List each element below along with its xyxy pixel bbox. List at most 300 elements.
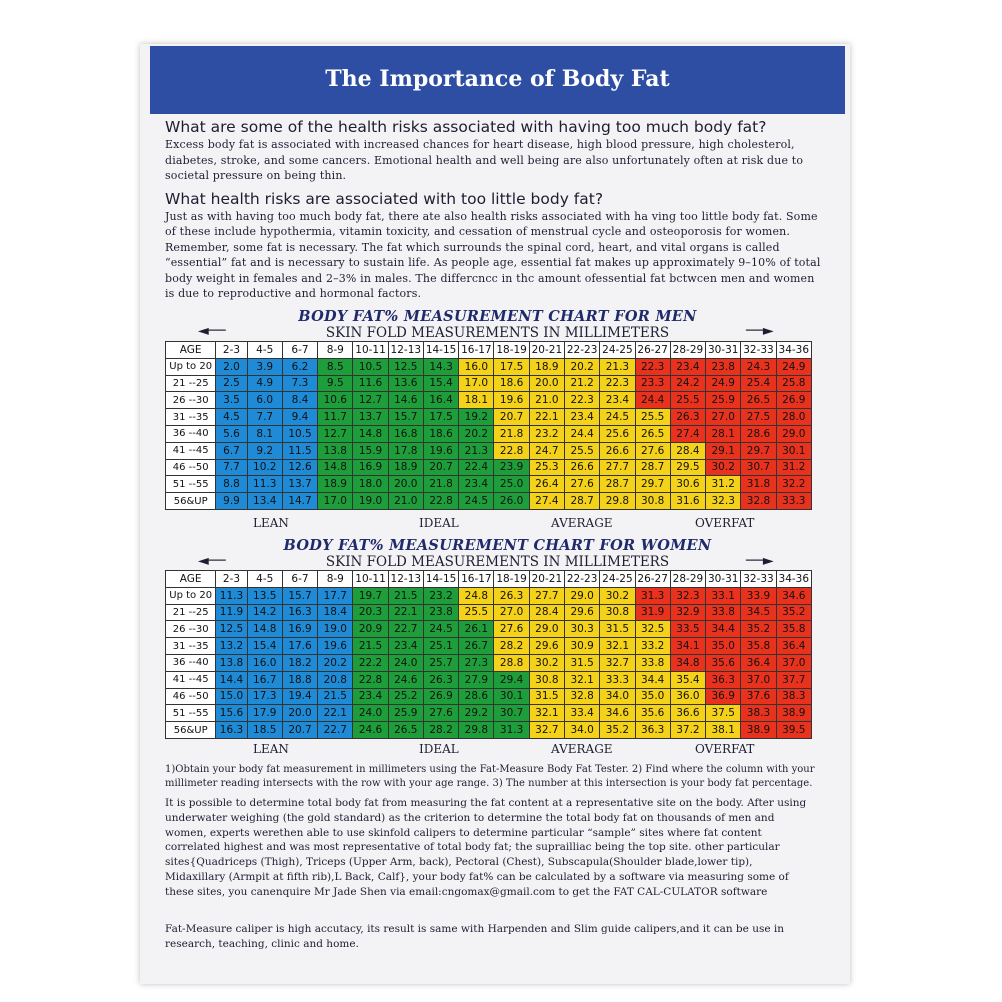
fat-percent-cell: 22.8	[353, 671, 388, 688]
fat-percent-cell: 27.3	[459, 654, 494, 671]
fat-percent-cell: 17.7	[318, 587, 353, 604]
mm-range-header: 24-25	[600, 571, 635, 588]
fat-percent-cell: 21.8	[423, 476, 458, 493]
mm-range-header: 10-11	[353, 342, 388, 359]
fat-percent-cell: 9.5	[318, 375, 353, 392]
fat-percent-cell: 23.8	[706, 358, 741, 375]
fat-percent-cell: 18.2	[282, 654, 317, 671]
fat-percent-cell: 34.6	[776, 587, 811, 604]
fat-percent-cell: 24.6	[353, 722, 388, 739]
fat-percent-cell: 22.8	[494, 442, 529, 459]
fat-percent-cell: 28.7	[565, 493, 600, 510]
fat-percent-cell: 20.0	[529, 375, 564, 392]
fat-percent-cell: 28.6	[459, 688, 494, 705]
age-range-cell: 56&UP	[166, 493, 216, 510]
age-range-cell: 21 --25	[166, 604, 216, 621]
fat-percent-cell: 11.3	[216, 587, 247, 604]
fat-percent-cell: 27.0	[706, 409, 741, 426]
fat-percent-cell: 37.6	[741, 688, 776, 705]
fat-percent-cell: 22.7	[318, 722, 353, 739]
fat-percent-cell: 18.9	[388, 459, 423, 476]
mm-range-header: 34-36	[776, 342, 811, 359]
fat-percent-cell: 6.0	[247, 392, 282, 409]
fat-percent-cell: 9.2	[247, 442, 282, 459]
fat-percent-cell: 26.7	[459, 638, 494, 655]
table-row	[166, 604, 812, 621]
mm-range-header: 18-19	[494, 342, 529, 359]
fat-percent-cell: 34.4	[706, 621, 741, 638]
fat-percent-cell: 18.9	[529, 358, 564, 375]
fat-percent-cell: 30.8	[600, 604, 635, 621]
fat-percent-cell: 21.5	[318, 688, 353, 705]
fat-percent-cell: 28.1	[706, 425, 741, 442]
table-row	[166, 722, 812, 739]
fat-percent-cell: 21.8	[494, 425, 529, 442]
fat-percent-cell: 16.7	[247, 671, 282, 688]
fat-percent-cell: 26.9	[776, 392, 811, 409]
fat-percent-cell: 32.7	[600, 654, 635, 671]
fat-percent-cell: 22.3	[635, 358, 670, 375]
fat-percent-cell: 27.0	[494, 604, 529, 621]
fat-percent-cell: 29.4	[494, 671, 529, 688]
fat-percent-cell: 38.3	[776, 688, 811, 705]
fat-percent-cell: 7.7	[216, 459, 247, 476]
fat-percent-cell: 25.6	[600, 425, 635, 442]
fat-percent-cell: 36.3	[635, 722, 670, 739]
fat-percent-cell: 30.2	[600, 587, 635, 604]
fat-percent-cell: 34.8	[670, 654, 705, 671]
fat-percent-cell: 21.0	[529, 392, 564, 409]
fat-percent-cell: 25.5	[459, 604, 494, 621]
right-arrow-icon: ──►	[746, 323, 774, 339]
fat-percent-cell: 17.0	[459, 375, 494, 392]
fat-percent-cell: 21.5	[388, 587, 423, 604]
fat-percent-cell: 31.9	[635, 604, 670, 621]
fat-percent-cell: 2.5	[216, 375, 247, 392]
fat-percent-cell: 13.2	[216, 638, 247, 655]
fat-percent-cell: 28.7	[635, 459, 670, 476]
fat-percent-cell: 36.6	[670, 705, 705, 722]
age-range-cell: Up to 20	[166, 358, 216, 375]
right-arrow-icon: ──►	[746, 553, 774, 569]
age-range-cell: 41 --45	[166, 671, 216, 688]
legend-ideal: IDEAL	[419, 516, 459, 530]
table-row	[166, 392, 812, 409]
table-row	[166, 688, 812, 705]
fat-percent-cell: 28.4	[529, 604, 564, 621]
fat-percent-cell: 26.5	[741, 392, 776, 409]
fat-percent-cell: 22.3	[600, 375, 635, 392]
fat-percent-cell: 31.5	[529, 688, 564, 705]
fat-percent-cell: 26.6	[600, 442, 635, 459]
fat-percent-cell: 20.0	[388, 476, 423, 493]
fat-percent-cell: 22.1	[318, 705, 353, 722]
fat-percent-cell: 15.6	[216, 705, 247, 722]
fat-percent-cell: 30.7	[741, 459, 776, 476]
fat-percent-cell: 17.9	[247, 705, 282, 722]
fat-percent-cell: 20.8	[318, 671, 353, 688]
section-heading-too-much: What are some of the health risks associated with having too much body fat?	[165, 118, 767, 136]
fat-percent-cell: 16.9	[282, 621, 317, 638]
fat-percent-cell: 26.5	[635, 425, 670, 442]
mm-range-header: 4-5	[247, 571, 282, 588]
fat-percent-cell: 35.8	[776, 621, 811, 638]
fat-percent-cell: 28.2	[494, 638, 529, 655]
fat-percent-cell: 10.6	[318, 392, 353, 409]
table-row	[166, 358, 812, 375]
footer-paragraph-2: Fat-Measure caliper is high accutacy, its result is same with Harpenden and Slim guide calipers,and it can be use in research, teaching, clinic and home.	[165, 923, 785, 950]
fat-percent-cell: 22.8	[423, 493, 458, 510]
fat-percent-cell: 32.1	[529, 705, 564, 722]
fat-percent-cell: 16.3	[216, 722, 247, 739]
fat-percent-cell: 30.1	[776, 442, 811, 459]
fat-percent-cell: 25.9	[388, 705, 423, 722]
fat-percent-cell: 36.0	[670, 688, 705, 705]
fat-percent-cell: 26.4	[529, 476, 564, 493]
fat-percent-cell: 35.2	[741, 621, 776, 638]
mm-range-header: 18-19	[494, 571, 529, 588]
fat-percent-cell: 35.6	[635, 705, 670, 722]
fat-percent-cell: 11.9	[216, 604, 247, 621]
mm-range-header: 10-11	[353, 571, 388, 588]
table-row	[166, 425, 812, 442]
fat-percent-cell: 19.6	[318, 638, 353, 655]
fat-percent-cell: 23.4	[353, 688, 388, 705]
mm-range-header: 26-27	[635, 342, 670, 359]
age-range-cell: 46 --50	[166, 688, 216, 705]
legend-lean: LEAN	[253, 742, 289, 756]
section-heading-too-little: What health risks are associated with too little body fat?	[165, 189, 604, 208]
fat-percent-cell: 14.6	[388, 392, 423, 409]
fat-percent-cell: 12.6	[282, 459, 317, 476]
fat-percent-cell: 24.7	[529, 442, 564, 459]
mm-range-header: 2-3	[216, 571, 247, 588]
table-row	[166, 587, 812, 604]
fat-percent-cell: 26.9	[423, 688, 458, 705]
fat-percent-cell: 39.5	[776, 722, 811, 739]
fat-percent-cell: 11.7	[318, 409, 353, 426]
fat-percent-cell: 30.1	[494, 688, 529, 705]
legend-lean: LEAN	[253, 516, 289, 530]
fat-percent-cell: 8.5	[318, 358, 353, 375]
age-range-cell: 46 --50	[166, 459, 216, 476]
fat-percent-cell: 32.3	[706, 493, 741, 510]
fat-percent-cell: 19.2	[459, 409, 494, 426]
table-row	[166, 621, 812, 638]
fat-percent-cell: 20.0	[282, 705, 317, 722]
fat-percent-cell: 27.7	[529, 587, 564, 604]
age-range-cell: 31 --35	[166, 409, 216, 426]
legend-overfat: OVERFAT	[695, 516, 755, 530]
mm-range-header: 34-36	[776, 571, 811, 588]
fat-percent-cell: 2.0	[216, 358, 247, 375]
fat-percent-cell: 22.2	[353, 654, 388, 671]
fat-percent-cell: 25.8	[776, 375, 811, 392]
mm-range-header: 20-21	[529, 571, 564, 588]
fat-percent-cell: 26.5	[388, 722, 423, 739]
fat-percent-cell: 6.2	[282, 358, 317, 375]
fat-percent-cell: 25.4	[741, 375, 776, 392]
instructions-text: 1)Obtain your body fat measurement in millimeters using the Fat-Measure Body Fat Tester. 2) Find where the column with your millimeter reading intersects with the row with your age range. 3) The number at this intersection is your body fat percentage.	[165, 764, 815, 789]
fat-percent-cell: 30.2	[706, 459, 741, 476]
fat-percent-cell: 24.0	[388, 654, 423, 671]
fat-percent-cell: 28.4	[670, 442, 705, 459]
fat-percent-cell: 33.2	[635, 638, 670, 655]
fat-percent-cell: 4.9	[247, 375, 282, 392]
mm-range-header: 16-17	[459, 342, 494, 359]
fat-percent-cell: 15.4	[247, 638, 282, 655]
mm-range-header: 14-15	[423, 571, 458, 588]
age-range-cell: Up to 20	[166, 587, 216, 604]
mm-range-header: 32-33	[741, 571, 776, 588]
table-header-row	[166, 571, 812, 588]
mm-range-header: 12-13	[388, 571, 423, 588]
men-legend	[165, 516, 812, 532]
table-row	[166, 409, 812, 426]
table-row	[166, 442, 812, 459]
fat-percent-cell: 3.9	[247, 358, 282, 375]
fat-percent-cell: 16.0	[459, 358, 494, 375]
fat-percent-cell: 21.0	[388, 493, 423, 510]
fat-percent-cell: 17.0	[318, 493, 353, 510]
fat-percent-cell: 7.3	[282, 375, 317, 392]
fat-percent-cell: 10.2	[247, 459, 282, 476]
fat-percent-cell: 38.9	[741, 722, 776, 739]
age-range-cell: 36 --40	[166, 425, 216, 442]
mm-range-header: 30-31	[706, 571, 741, 588]
fat-percent-cell: 25.2	[388, 688, 423, 705]
table-row	[166, 654, 812, 671]
fat-percent-cell: 10.5	[282, 425, 317, 442]
age-range-cell: 56&UP	[166, 722, 216, 739]
fat-percent-cell: 13.5	[247, 587, 282, 604]
fat-percent-cell: 19.6	[494, 392, 529, 409]
fat-percent-cell: 17.3	[247, 688, 282, 705]
mm-range-header: 28-29	[670, 342, 705, 359]
fat-percent-cell: 32.5	[635, 621, 670, 638]
fat-percent-cell: 33.8	[706, 604, 741, 621]
fat-percent-cell: 12.5	[216, 621, 247, 638]
fat-percent-cell: 14.8	[353, 425, 388, 442]
fat-percent-cell: 35.6	[706, 654, 741, 671]
left-arrow-icon: ◄──	[198, 553, 226, 569]
fat-percent-cell: 27.4	[529, 493, 564, 510]
fat-percent-cell: 28.6	[741, 425, 776, 442]
fat-percent-cell: 31.8	[741, 476, 776, 493]
table-row	[166, 476, 812, 493]
age-range-cell: 31 --35	[166, 638, 216, 655]
fat-percent-cell: 35.2	[600, 722, 635, 739]
fat-percent-cell: 20.7	[494, 409, 529, 426]
fat-percent-cell: 21.5	[353, 638, 388, 655]
women-chart-title: BODY FAT% MEASUREMENT CHART FOR WOMEN	[283, 537, 712, 554]
fat-percent-cell: 19.6	[423, 442, 458, 459]
men-chart-title: BODY FAT% MEASUREMENT CHART FOR MEN	[298, 308, 697, 325]
fat-percent-cell: 9.4	[282, 409, 317, 426]
fat-percent-cell: 23.4	[459, 476, 494, 493]
fat-percent-cell: 23.8	[423, 604, 458, 621]
fat-percent-cell: 28.2	[423, 722, 458, 739]
fat-percent-cell: 10.5	[353, 358, 388, 375]
legend-overfat: OVERFAT	[695, 742, 755, 756]
fat-percent-cell: 18.6	[423, 425, 458, 442]
fat-percent-cell: 32.7	[529, 722, 564, 739]
fat-percent-cell: 8.4	[282, 392, 317, 409]
women-fat-table	[165, 570, 812, 739]
fat-percent-cell: 35.2	[776, 604, 811, 621]
fat-percent-cell: 27.6	[565, 476, 600, 493]
fat-percent-cell: 28.7	[600, 476, 635, 493]
fat-percent-cell: 35.0	[706, 638, 741, 655]
table-row	[166, 375, 812, 392]
fat-percent-cell: 27.4	[670, 425, 705, 442]
fat-percent-cell: 29.7	[635, 476, 670, 493]
fat-percent-cell: 18.0	[353, 476, 388, 493]
intro-text	[165, 118, 825, 302]
fat-percent-cell: 26.3	[423, 671, 458, 688]
fat-percent-cell: 28.0	[776, 409, 811, 426]
fat-percent-cell: 18.5	[247, 722, 282, 739]
fat-percent-cell: 30.8	[529, 671, 564, 688]
table-row	[166, 493, 812, 510]
mm-range-header: 24-25	[600, 342, 635, 359]
fat-percent-cell: 24.0	[353, 705, 388, 722]
fat-percent-cell: 20.9	[353, 621, 388, 638]
fat-percent-cell: 37.0	[776, 654, 811, 671]
fat-percent-cell: 27.6	[635, 442, 670, 459]
mm-range-header: 14-15	[423, 342, 458, 359]
mm-range-header: 6-7	[282, 571, 317, 588]
legend-ideal: IDEAL	[419, 742, 459, 756]
fat-percent-cell: 31.3	[635, 587, 670, 604]
age-header: AGE	[166, 342, 216, 359]
fat-percent-cell: 29.0	[776, 425, 811, 442]
fat-percent-cell: 23.3	[635, 375, 670, 392]
fat-percent-cell: 20.3	[353, 604, 388, 621]
fat-percent-cell: 27.6	[423, 705, 458, 722]
fat-percent-cell: 15.7	[282, 587, 317, 604]
legend-average: AVERAGE	[551, 516, 613, 530]
age-range-cell: 51 --55	[166, 705, 216, 722]
fat-percent-cell: 23.2	[423, 587, 458, 604]
fat-percent-cell: 24.2	[670, 375, 705, 392]
fat-percent-cell: 25.3	[529, 459, 564, 476]
fat-percent-cell: 23.9	[494, 459, 529, 476]
fat-percent-cell: 21.2	[565, 375, 600, 392]
fat-percent-cell: 19.4	[282, 688, 317, 705]
fat-percent-cell: 14.8	[247, 621, 282, 638]
fat-percent-cell: 34.0	[600, 688, 635, 705]
fat-percent-cell: 25.7	[423, 654, 458, 671]
age-range-cell: 36 --40	[166, 654, 216, 671]
section-body-too-little: Just as with having too much body fat, there ate also health risks associated with ha ving too little body fat. Some of these include hypothermia, vitamin toxicity, and cessation of menstrual cycle and osteoporosis for women. Remember, some fat is necessary. The fat which surrounds the spinal cord, heart, and vital organs is called “essential” fat and is necessary to sustain life. As people age, essential fat makes up approximately 9–10% of total body weight in females and 2–3% in males. The differcncc in thc amount ofessential fat bctwcen men and women is due to reproductive and hormonal factors.	[165, 209, 821, 300]
mm-range-header: 22-23	[565, 571, 600, 588]
fat-percent-cell: 32.1	[565, 671, 600, 688]
fat-percent-cell: 20.2	[459, 425, 494, 442]
fat-percent-cell: 20.7	[423, 459, 458, 476]
fat-percent-cell: 19.7	[353, 587, 388, 604]
fat-percent-cell: 30.7	[494, 705, 529, 722]
fat-percent-cell: 13.7	[282, 476, 317, 493]
fat-percent-cell: 15.9	[353, 442, 388, 459]
fat-percent-cell: 20.7	[282, 722, 317, 739]
legend-average: AVERAGE	[551, 742, 613, 756]
fat-percent-cell: 30.2	[529, 654, 564, 671]
footer-paragraph-1: It is possible to determine total body fat from measuring the fat content at a representative site on the body. After using underwater weighing (the gold standard) as the criterion to determine the total body fat on thousands of men and women, experts werethen able to use skinfold calipers to determine particular “sample” sites where fat content correlated highest and was most representative of total body fat; the suprailliac being the top site. other particular sites{Quadriceps (Thigh), Triceps (Upper Arm, back), Pectoral (Chest), Subscapula(Shoulder blade,lower tip), Midaxillary (Armpit at fifth rib),L Back, Calf}, your body fat% can be calculated by a software via measuring some of these sites, you canenquire Mr Jade Shen via email:cngomax@gmail.com to get the FAT CAL-CULATOR software	[165, 797, 807, 898]
fat-percent-cell: 24.4	[565, 425, 600, 442]
fat-percent-cell: 18.6	[494, 375, 529, 392]
fat-percent-cell: 32.1	[600, 638, 635, 655]
fat-percent-cell: 17.5	[494, 358, 529, 375]
fat-percent-cell: 32.3	[670, 587, 705, 604]
fat-percent-cell: 13.4	[247, 493, 282, 510]
fat-percent-cell: 23.2	[529, 425, 564, 442]
mm-range-header: 8-9	[318, 571, 353, 588]
fat-percent-cell: 34.1	[670, 638, 705, 655]
fat-percent-cell: 24.5	[459, 493, 494, 510]
fat-percent-cell: 34.4	[635, 671, 670, 688]
fat-percent-cell: 25.5	[635, 409, 670, 426]
fat-percent-cell: 15.0	[216, 688, 247, 705]
fat-percent-cell: 24.4	[635, 392, 670, 409]
fat-percent-cell: 22.1	[529, 409, 564, 426]
fat-percent-cell: 17.8	[388, 442, 423, 459]
age-range-cell: 26 --30	[166, 621, 216, 638]
fat-percent-cell: 23.4	[600, 392, 635, 409]
fat-percent-cell: 25.9	[706, 392, 741, 409]
fat-percent-cell: 14.7	[282, 493, 317, 510]
page-title: The Importance of Body Fat	[325, 66, 670, 92]
fat-percent-cell: 34.5	[741, 604, 776, 621]
fat-percent-cell: 5.6	[216, 425, 247, 442]
mm-range-header: 4-5	[247, 342, 282, 359]
fat-percent-cell: 38.3	[741, 705, 776, 722]
fat-percent-cell: 3.5	[216, 392, 247, 409]
men-chart-subtitle: SKIN FOLD MEASUREMENTS IN MILLIMETERS	[325, 325, 670, 341]
fat-percent-cell: 16.9	[353, 459, 388, 476]
age-header: AGE	[166, 571, 216, 588]
fat-percent-cell: 32.8	[741, 493, 776, 510]
fat-percent-cell: 33.5	[670, 621, 705, 638]
fat-percent-cell: 23.4	[388, 638, 423, 655]
fat-percent-cell: 22.4	[459, 459, 494, 476]
fat-percent-cell: 35.4	[670, 671, 705, 688]
fat-percent-cell: 13.8	[216, 654, 247, 671]
mm-range-header: 28-29	[670, 571, 705, 588]
fat-percent-cell: 30.6	[670, 476, 705, 493]
fat-percent-cell: 12.5	[388, 358, 423, 375]
fat-percent-cell: 38.1	[706, 722, 741, 739]
fat-percent-cell: 25.5	[565, 442, 600, 459]
fat-percent-cell: 29.8	[600, 493, 635, 510]
fat-percent-cell: 31.6	[670, 493, 705, 510]
fat-percent-cell: 33.3	[776, 493, 811, 510]
fat-percent-cell: 26.3	[670, 409, 705, 426]
mm-range-header: 16-17	[459, 571, 494, 588]
fat-percent-cell: 38.9	[776, 705, 811, 722]
fat-percent-cell: 26.1	[459, 621, 494, 638]
fat-percent-cell: 32.9	[670, 604, 705, 621]
fat-percent-cell: 15.7	[388, 409, 423, 426]
fat-percent-cell: 27.6	[494, 621, 529, 638]
fat-percent-cell: 26.0	[494, 493, 529, 510]
fat-percent-cell: 22.7	[388, 621, 423, 638]
fat-percent-cell: 22.1	[388, 604, 423, 621]
fat-percent-cell: 24.5	[600, 409, 635, 426]
fat-percent-cell: 8.8	[216, 476, 247, 493]
fat-percent-cell: 37.2	[670, 722, 705, 739]
fat-percent-cell: 32.8	[565, 688, 600, 705]
